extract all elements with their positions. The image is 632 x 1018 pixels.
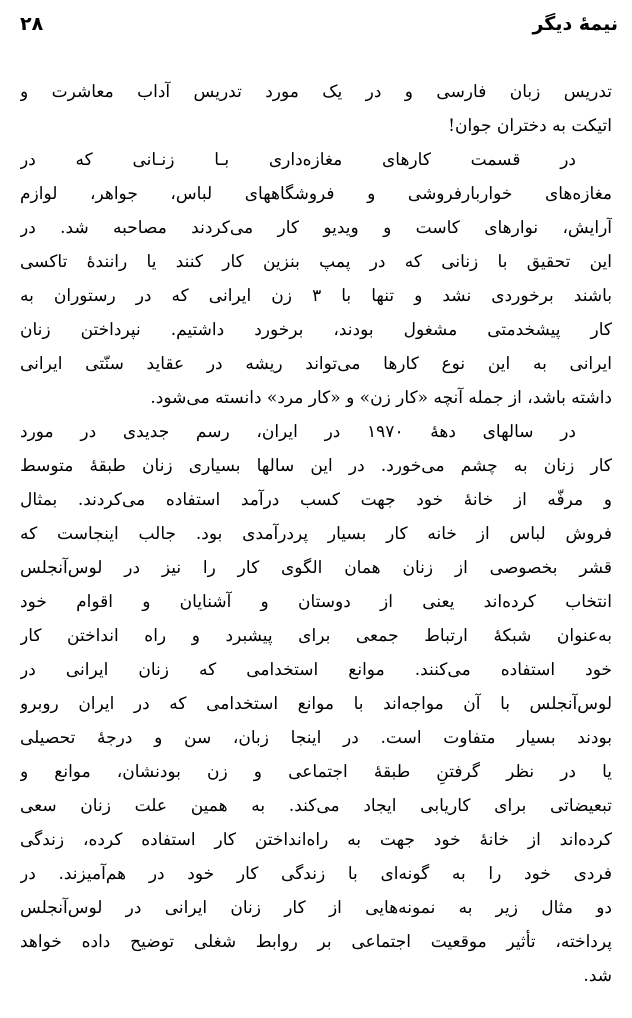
text-line: یا در نظر گرفتنِ طبقهٔ اجتماعی و زن بودنشان، موانع و — [20, 762, 612, 782]
text-line: اتیکت به دختران جوان! — [448, 116, 612, 136]
text-line: آرایش، نوارهای کاست و ویدیو کار می‌کردند مصاحبه شد. در — [20, 218, 612, 238]
text-line: خود استفاده می‌کنند. موانع استخدامی که زنان ایرانی در — [20, 660, 612, 680]
text-line: تبعیضاتی برای کاریابی ایجاد می‌کند. به همین علت زنان سعی — [20, 796, 612, 816]
text-line: به‌عنوان شبکهٔ ارتباط جمعی برای پیشبرد و راه انداختن کار — [20, 626, 612, 646]
text-line: بودند بسیار متفاوت است. در اینجا زبان، سن و درجهٔ تحصیلی — [20, 728, 612, 748]
text-line: مغازه‌های خواربارفروشی و فروشگاههای لباس، جواهر، لوازم — [20, 184, 612, 204]
text-line: ایرانی به این نوع کارها می‌تواند ریشه در عقاید سنّتی ایرانی — [20, 354, 612, 374]
text-line: دو مثال زیر به نمونه‌هایی از کار زنان ایرانی در لوس‌آنجلس — [20, 898, 612, 918]
text-line: قشر بخصوصی از زنان همان الگوی کار را نیز در لوس‌آنجلس — [20, 558, 612, 578]
text-line: شد. — [583, 966, 612, 986]
text-line: لوس‌آنجلس با آن مواجه‌اند با موانع استخدامی که در ایران روبرو — [20, 694, 612, 714]
page-header — [20, 6, 618, 40]
text-line: باشند برخوردی نشد و تنها با ۳ زن ایرانی که در رستوران به — [20, 286, 612, 306]
text-line: فردی خود را به گونه‌ای با زندگی کار خود در هم‌آمیزند. در — [20, 864, 612, 884]
text-line: در قسمت کارهای مغازه‌داری بـا زنـانی که در — [20, 150, 576, 170]
text-line: انتخاب کرده‌اند یعنی از دوستان و آشنایان و اقوام خود — [20, 592, 612, 612]
text-line: داشته باشد، از جمله آنچه «کار زن» و «کار مرد» دانسته می‌شود. — [150, 388, 612, 408]
text-line: در سالهای دههٔ ۱۹۷۰ در ایران، رسم جدیدی در مورد — [20, 422, 576, 442]
text-line: کار زنان به چشم می‌خورد. در این سالها بسیاری زنان طبقهٔ متوسط — [20, 456, 612, 476]
body-text — [20, 75, 612, 1015]
text-line: کرده‌اند از خانهٔ خود جهت به راه‌انداختن کار استفاده کرده، زندگی — [20, 830, 612, 850]
text-line: و مرفّه از خانهٔ خود جهت کسب درآمد استفاده می‌کردند. بمثال — [20, 490, 612, 510]
text-line: تدریس زبان فارسی و در یک مورد تدریس آداب معاشرت و — [20, 82, 612, 102]
page-number: ۲۸ — [20, 13, 44, 35]
text-line: پرداخته، تأثیر موقعیت اجتماعی بر روابط شغلی توضیح داده خواهد — [20, 932, 612, 952]
text-line: این تحقیق با زنانی که در پمپ بنزین کار کنند یا رانندهٔ تاکسی — [20, 252, 612, 272]
running-title: نیمهٔ دیگر — [532, 13, 618, 35]
text-line: فروش لباس از خانه کار بسیار پردرآمدی بود. جالب اینجاست که — [20, 524, 612, 544]
text-line: کار پیشخدمتی مشغول بودند، برخورد داشتیم. نپرداختن زنان — [20, 320, 612, 340]
